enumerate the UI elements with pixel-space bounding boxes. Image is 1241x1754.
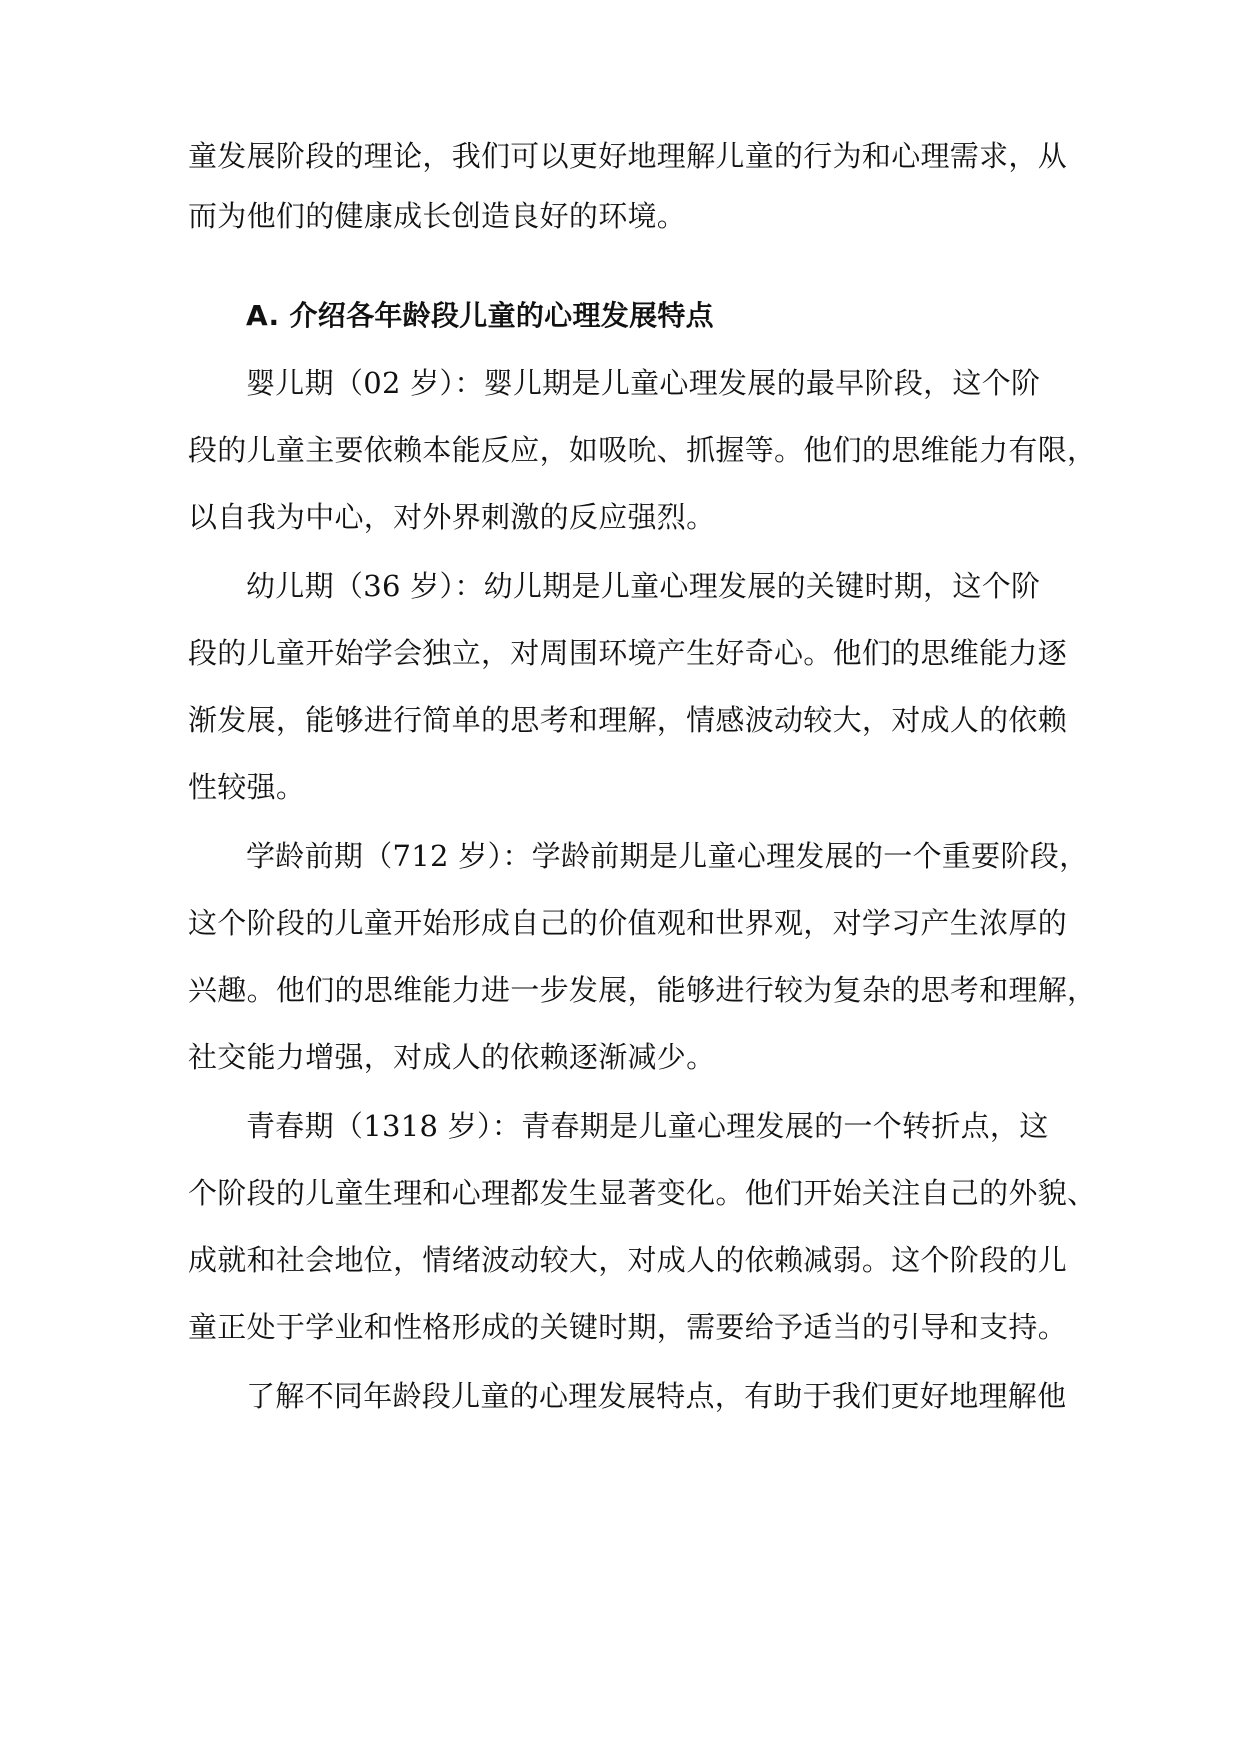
paragraph-adolescence-line-3: 成就和社会地位，情绪波动较大，对成人的依赖减弱。这个阶段的儿: [188, 1243, 1068, 1277]
paragraph-adolescence-line-4: 童正处于学业和性格形成的关键时期，需要给予适当的引导和支持。: [188, 1310, 1068, 1344]
paragraph-early-childhood-line-3: 渐发展，能够进行简单的思考和理解，情感波动较大，对成人的依赖: [188, 703, 1068, 737]
paragraph-early-childhood-line-1: 幼儿期（36 岁）：幼儿期是儿童心理发展的关键时期，这个阶: [246, 569, 1041, 603]
paragraph-infancy-line-1: 婴儿期（02 岁）：婴儿期是儿童心理发展的最早阶段，这个阶: [246, 366, 1041, 400]
paragraph-preschool-line-1: 学龄前期（712 岁）：学龄前期是儿童心理发展的一个重要阶段，: [246, 839, 1089, 873]
paragraph-early-childhood-line-2: 段的儿童开始学会独立，对周围环境产生好奇心。他们的思维能力逐: [188, 636, 1068, 670]
intro-line-1: 童发展阶段的理论，我们可以更好地理解儿童的行为和心理需求，从: [188, 139, 1068, 173]
paragraph-preschool-line-3: 兴趣。他们的思维能力进一步发展，能够进行较为复杂的思考和理解，: [188, 973, 1097, 1007]
paragraph-infancy-line-2: 段的儿童主要依赖本能反应，如吸吮、抓握等。他们的思维能力有限，: [188, 433, 1097, 467]
section-heading: A. 介绍各年龄段儿童的心理发展特点: [246, 299, 714, 332]
paragraph-adolescence-line-2: 个阶段的儿童生理和心理都发生显著变化。他们开始关注自己的外貌、: [188, 1176, 1097, 1210]
paragraph-adolescence-line-1: 青春期（1318 岁）：青春期是儿童心理发展的一个转折点，这: [246, 1109, 1049, 1143]
intro-line-2: 而为他们的健康成长创造良好的环境。: [188, 199, 687, 233]
paragraph-conclusion-line-1: 了解不同年龄段儿童的心理发展特点，有助于我们更好地理解他: [246, 1379, 1067, 1413]
paragraph-infancy-line-3: 以自我为中心，对外界刺激的反应强烈。: [188, 500, 716, 534]
paragraph-preschool-line-4: 社交能力增强，对成人的依赖逐渐减少。: [188, 1040, 716, 1074]
paragraph-preschool-line-2: 这个阶段的儿童开始形成自己的价值观和世界观，对学习产生浓厚的: [188, 906, 1068, 940]
paragraph-early-childhood-line-4: 性较强。: [188, 770, 306, 804]
